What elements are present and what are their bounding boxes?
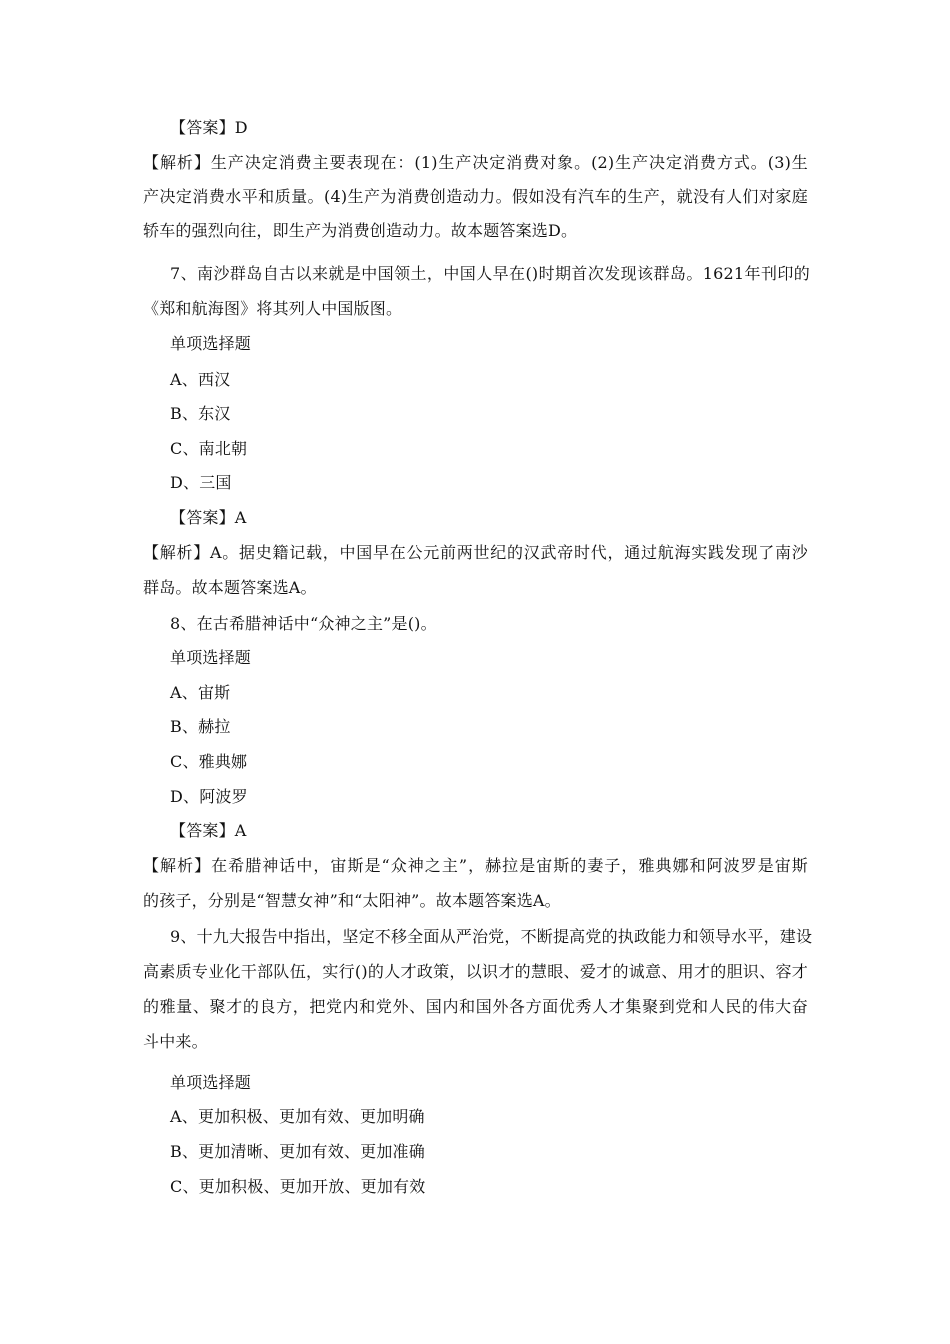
q7-answer: 【答案】A: [170, 508, 247, 527]
q9-stem-line-1: 9、十九大报告中指出，坚定不移全面从严治党，不断提高党的执政能力和领导水平，建设: [170, 927, 813, 946]
q8-analysis-line-2: 的孩子，分别是“智慧女神”和“太阳神”。故本题答案选A。: [143, 891, 561, 910]
q8-option-a: A、宙斯: [170, 683, 231, 702]
q6-analysis-line-2: 产决定消费水平和质量。(4)生产为消费创造动力。假如没有汽车的生产，就没有人们对家庭: [143, 187, 808, 206]
q8-answer: 【答案】A: [170, 821, 247, 840]
q9-option-c: C、更加积极、更加开放、更加有效: [170, 1177, 426, 1196]
q7-stem-line-2: 《郑和航海图》将其列人中国版图。: [143, 299, 403, 318]
q9-stem-line-4: 斗中来。: [143, 1032, 208, 1051]
q7-analysis-line-2: 群岛。故本题答案选A。: [143, 578, 317, 597]
q9-stem-line-3: 的雅量、聚才的良方，把党内和党外、国内和国外各方面优秀人才集聚到党和人民的伟大奋: [143, 997, 808, 1016]
q7-stem-line-1: 7、南沙群岛自古以来就是中国领土，中国人早在()时期首次发现该群岛。1621年刊印的: [170, 264, 810, 283]
q8-question-type: 单项选择题: [170, 648, 252, 667]
q6-analysis-line-1: 【解析】生产决定消费主要表现在：(1)生产决定消费对象。(2)生产决定消费方式。(3)生: [143, 153, 808, 172]
q7-question-type: 单项选择题: [170, 334, 252, 353]
q8-option-c: C、雅典娜: [170, 752, 248, 771]
q6-analysis-line-3: 轿车的强烈向往，即生产为消费创造动力。故本题答案选D。: [143, 221, 578, 240]
q7-option-a: A、西汉: [170, 370, 231, 389]
q7-analysis-line-1: 【解析】A。据史籍记载，中国早在公元前两世纪的汉武帝时代，通过航海实践发现了南沙: [143, 543, 808, 562]
q8-option-d: D、阿波罗: [170, 787, 248, 806]
q8-stem-line-1: 8、在古希腊神话中“众神之主”是()。: [170, 614, 437, 633]
q8-option-b: B、赫拉: [170, 717, 231, 736]
q7-option-b: B、东汉: [170, 404, 231, 423]
q8-analysis-line-1: 【解析】在希腊神话中，宙斯是“众神之主”，赫拉是宙斯的妻子，雅典娜和阿波罗是宙斯: [143, 856, 808, 875]
q9-question-type: 单项选择题: [170, 1073, 252, 1092]
q7-option-d: D、三国: [170, 473, 232, 492]
q7-option-c: C、南北朝: [170, 439, 248, 458]
q9-option-b: B、更加清晰、更加有效、更加准确: [170, 1142, 425, 1161]
q6-answer: 【答案】D: [170, 118, 248, 137]
q9-stem-line-2: 高素质专业化干部队伍，实行()的人才政策，以识才的慧眼、爱才的诚意、用才的胆识、容才: [143, 962, 808, 981]
q9-option-a: A、更加积极、更加有效、更加明确: [170, 1107, 425, 1126]
